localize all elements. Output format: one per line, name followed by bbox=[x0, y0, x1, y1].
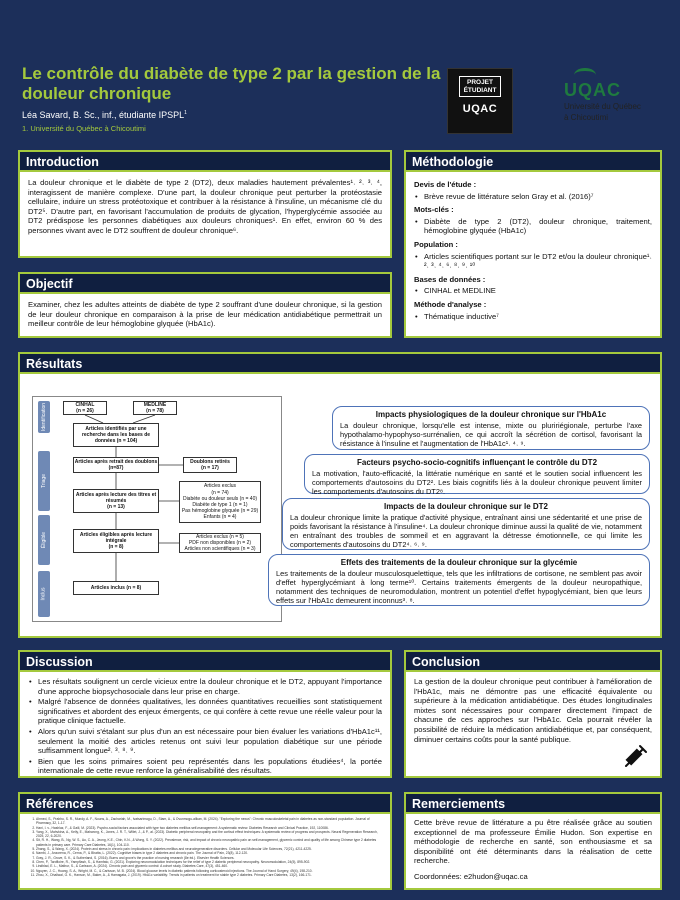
reference-item: 5. Zhang, S., & Wang, X. (2024). Protein and stress in chronic pain: implications in diabetes mellitus and neurodegenerative disorders. Cellular and Molecular Life Sciences, 72(21), 4211-4225. bbox=[36, 847, 382, 851]
mots-label: Mots-clés : bbox=[414, 205, 454, 215]
bases-label: Bases de données : bbox=[414, 274, 486, 284]
reference-item: 1. Ahmed, S., Prabhu, S. R., Mundy, A. F., Nouns, A., Zachariah, M., Ivatsarimagu, D., Stam, A., & Ovunmogu-alikan, M. (2024). "Exploring the nexus": Chronic musculoskeletal pain in diabetes as non-standard population. Journal of Pharmacy, 32, 1-17. bbox=[36, 817, 382, 826]
discussion-item: • Alors qu'un suivi s'étalant sur plus d'un an est nécessaire pour bien évaluer les variations d'HbA1c¹¹, seulement la moitié des articles retenus ont suivi leur population diabétique sur une période suffisamment longue²˒ ³˒ ⁸˒ ⁹. bbox=[28, 727, 382, 756]
flow-eligible: Articles éligibles après lecture intégrale (n = 8) bbox=[73, 529, 159, 553]
result-box-4-title: Effets des traitements de la douleur chronique sur la glycémie bbox=[340, 558, 578, 567]
result-box-2-text: La motivation, l'auto-efficacité, la littératie numérique en santé et le soutien social influencent les comportements d'autosoins du DT2². Les biais cognitifs liés à la douleur chronique peuvent limiter les comportements d'autosoins du DT2⁸. bbox=[312, 469, 642, 496]
discussion-item: • Les résultats soulignent un cercle vicieux entre la douleur chronique et le DT2, appuyant l'importance d'une approche biopsychosociale dans leur prise en charge. bbox=[28, 677, 382, 696]
methode-label: Méthode d'analyse : bbox=[414, 299, 487, 309]
result-box-4 bbox=[268, 554, 650, 606]
result-box-3-title: Impacts de la douleur chronique sur le DT2 bbox=[383, 502, 549, 511]
references-title: Références bbox=[20, 794, 390, 814]
flow-after-duplicates: Articles après retrait des doublons (n=87) bbox=[74, 458, 158, 471]
flow-identified: Articles identifiés par une recherche dans les bases de données (n = 104) bbox=[73, 423, 159, 447]
authors-sup: 1 bbox=[184, 110, 187, 116]
introduction-title: Introduction bbox=[20, 152, 390, 172]
remerciements-panel bbox=[404, 792, 662, 890]
population-item: • Articles scientifiques portant sur le DT2 et/ou la douleur chronique¹˒ ²˒ ³˒ ⁴˒ ⁶˒ ⁸˒ ⁹˒ ¹⁰ bbox=[414, 252, 652, 271]
result-box-3 bbox=[282, 498, 650, 550]
resultats-title: Résultats bbox=[20, 354, 660, 374]
introduction-panel bbox=[18, 150, 392, 258]
authors bbox=[22, 110, 187, 120]
syringe-icon bbox=[622, 742, 650, 770]
side-triage: Triage bbox=[38, 451, 50, 511]
poster-title: Le contrôle du diabète de type 2 par la gestion de la douleur chronique bbox=[22, 64, 441, 103]
methodologie-title: Méthodologie bbox=[406, 152, 660, 172]
result-box-1 bbox=[332, 406, 650, 450]
contact-text: Coordonnées: e2hudon@uqac.ca bbox=[414, 871, 528, 881]
resultats-panel bbox=[18, 352, 662, 638]
introduction-text: La douleur chronique et le diabète de type 2 (DT2), deux maladies hautement prévalentes¹˒ ²˒ ³˒ ⁴, interagissent de manière complexe. D'une part, la douleur chronique peut perturber la protéostasie cellulaire, induire un stress protéotoxique et contribuer à la résistance à l'insuline, un mécanisme clé du DT2⁵. D'autre part, en favorisant l'accumulation de produits de glycation, l'hyperglycémie associée au DT2 prédispose les personnes diabétiques aux douleurs chroniques¹. En effet, environ 60 % des personnes vivant avec le DT2 souffrent de douleur chronique⁶. bbox=[28, 178, 382, 235]
reference-item: 8. Chen, P., Tardfloire, R., Yampflash, S., & Hamfato, G. (2021). Exploring neuromodulation techniques for the relief of type 2 diabetic peripheral neuropathy. Neuromodulation, 24(5), 895-902. bbox=[36, 860, 382, 864]
reference-item: 7. Gray, J. R., Grove, S. K., & Sutherland, S. (2016). Burns and grove's the practice of nursing research (8e éd.). Elsevier Health Sciences. bbox=[36, 856, 382, 860]
discussion-title: Discussion bbox=[20, 652, 390, 672]
devis-label: Devis de l'étude : bbox=[414, 180, 477, 189]
uqac-sub1: Université du Québec bbox=[564, 102, 641, 111]
flow-included: Articles inclus (n = 8) bbox=[73, 581, 159, 595]
side-identification: Identification bbox=[38, 401, 50, 433]
reference-item: 10. Nguyen, J. C., Huang, S. A., Wright, M. C., & Carlsson, M. B. (2024). Blood glucose levels in diabetic patients following corticosteroid injections. The Journal of Hand Surgery, 49(4), 198-210. bbox=[36, 869, 382, 873]
discussion-item: • Bien que les soins primaires soient peu représentés dans les populations étudiées⁴, la portée internationale de cette revue renforce la généralisabilité des résultats. bbox=[28, 757, 382, 776]
objectif-panel bbox=[18, 272, 392, 338]
objectif-text: Examiner, chez les adultes atteints de diabète de type 2 souffrant d'une douleur chronique, si la gestion de leur douleur chronique en comparaison à la prise de leur médication antidiabétique permettrait un meilleur contrôle de leur hémoglobine glyquée (HbA1c). bbox=[28, 300, 382, 329]
reference-item: 6. Nambi, J., Anzorena, R., Cerna, P., & Bhatta, L. (2022). Cognitive biases in type 2 diabetes and chronic pain. The Journal of Pain, 23(8), 112-120. bbox=[36, 851, 382, 855]
logo-uqac-small: UQAC bbox=[462, 103, 498, 115]
uqac-arc-icon bbox=[574, 68, 596, 82]
result-box-4-text: Les traitements de la douleur musculosquelettique, tels que les infiltrations de cortisone, ne semblent pas avoir d'effet hyperglycémiant à long terme¹⁰. Certains traitements émergents de la douleur neuropathique, notamment des techniques de neuromodulation, montrent un potentiel d'effet hypoglycémiant, bien que leurs effets sur l'HbA1c demeurent inconnus³˒ ⁸. bbox=[276, 569, 642, 605]
devis-item: • Brève revue de littérature selon Gray et al. (2016)⁷ bbox=[414, 192, 652, 202]
references-panel bbox=[18, 792, 392, 890]
remerciements-title: Remerciements bbox=[406, 794, 660, 814]
flow-after-reading: Articles après lecture des titres et résumés (n = 13) bbox=[73, 489, 159, 513]
mots-item: • Diabète de type 2 (DT2), douleur chronique, traitement, hémoglobine glyquée (HbA1c) bbox=[414, 217, 652, 236]
side-eligible: Éligible bbox=[38, 515, 50, 565]
flow-arrows bbox=[33, 397, 283, 623]
result-box-2 bbox=[304, 454, 650, 494]
reference-item: 9. Lindblad, E. L., Mathur, S., & Carlsson, A. (2024). Chronic pain and glycemic control: A cohort study. Diabetes Care, 47(3), 451-460. bbox=[36, 864, 382, 868]
result-box-1-title: Impacts physiologiques de la douleur chronique sur l'HbA1c bbox=[375, 410, 607, 419]
uqac-logo bbox=[564, 80, 654, 123]
bases-item: • CINHAL et MEDLINE bbox=[414, 286, 652, 296]
prisma-flow-diagram bbox=[32, 396, 282, 622]
flow-duplicates-removed: Doublons retirés (n = 17) bbox=[183, 457, 237, 473]
uqac-name: UQAC bbox=[564, 80, 621, 100]
conclusion-text: La gestion de la douleur chronique peut contribuer à l'amélioration de l'HbA1c, mais ne démontre pas une efficacité équivalente ou supérieure à la médication antidiabétique. Des études longitudinales mixtes sont nécessaires pour comparer directement l'impact de chacune de ces approches sur l'HbA1c. Cela pourrait révéler la possibilité de réduire la médication antidiabétique et, par conséquent, diminuer certains coûts pour la santé publique. bbox=[414, 677, 652, 744]
result-box-2-title: Facteurs psycho-socio-cognitifs influençant le contrôle du DT2 bbox=[356, 458, 598, 467]
conclusion-title: Conclusion bbox=[406, 652, 660, 672]
discussion-item: • Malgré l'absence de données qualitatives, les données quantitatives recueillies sont statistiquement significatives et abordent des enjeux émergents, ce qui confère à cette revue une réelle valeur pour la pratique clinique factuelle. bbox=[28, 697, 382, 726]
reference-item: 4. Sit, R. H., Wang, B., Ng, W. S., Au, C. A., Jeong, K.E., Chin, K.N., & Wong, S. Y. (2022). Prevalence, risk, and impact of chronic neuropathic pain on self-management, glycemic control and quality of life among Chinese type 2 diabetes patients in primary care. Primary Care Diabetes, 16(1), 104-110. bbox=[36, 838, 382, 847]
projet-label: PROJET ÉTUDIANT bbox=[459, 76, 501, 97]
uqac-sub2: à Chicoutimi bbox=[564, 113, 609, 122]
reference-item: 11. Zhou, X., Dhaliwal, G. K., Hanson, M., Baker, A., & Hamagata, J. (2019). HbA1c variability: Trends in patients on treatment for stable type 2 diabetes. Primary Care Diabetes, 13(2), 166-171. bbox=[36, 873, 382, 877]
flow-excluded: Articles exclus (n = 74) Diabète ou douleur seuls (n = 40) Diabète de type 1 (n = 1) Pas hémoglobine glyquée (n = 29) Enfants (n = 4) bbox=[179, 481, 261, 523]
methodologie-panel bbox=[404, 150, 662, 338]
authors-text: Léa Savard, B. Sc., inf., étudiante IPSPL bbox=[22, 110, 185, 120]
flow-excluded-2: Articles exclus (n = 5) PDF non disponibles (n = 2) Articles non scientifiques (n = 3) bbox=[179, 533, 261, 553]
result-box-1-text: La douleur chronique, lorsqu'elle est intense, mixte ou pluririégionale, perturbe l'axe hypothalamo-hypophyso-surrénalien, ce qui accroît la sécrétion de cortisol, favorisant la résistance à l'insuline et l'augmentation de l'HbA1c¹˒ ⁴˒ ⁹. bbox=[340, 421, 642, 448]
flow-cinhal: CINHAL (n = 26) bbox=[63, 401, 107, 415]
side-inclus: Inclus bbox=[38, 571, 50, 617]
conclusion-panel bbox=[404, 650, 662, 778]
remerciements-text: Cette brève revue de littérature a pu être réalisée grâce au soutien exceptionnel de ma professeure Émilie Hudon. Son expertise en méthodologie de recherche en santé, son enthousiasme et sa disponibilité ont été déterminants dans la réalisation de cette recherche. bbox=[414, 818, 652, 866]
result-box-3-text: La douleur chronique limite la pratique d'activité physique, entraînant ainsi une sédentarité et une prise de poids favorisant la résistance à l'insuline⁴. La douleur chronique diminue aussi la qualité de vie, notamment en entraînant des troubles de sommeil et en aggravant la détresse émotionnelle, ce qui limite les comportements d'autosoins du DT2⁴˒ ⁶˒ ⁹. bbox=[290, 513, 642, 549]
reference-item: 2. Hani, I. v., Hashlaz, F., & Gaili, M. (2023). Psycho-social factors associated with type two diabetes mellitus self-management: A systematic review. Diabetes Research and Clinical Practice, 192, 110086. bbox=[36, 826, 382, 830]
objectif-title: Objectif bbox=[20, 274, 390, 294]
projet-etudiant-logo bbox=[447, 68, 513, 134]
reference-item: 3. Yang, X., Mahvkina, A., Kelly, E., Mahwong, K., Jones, J. R. T., Willet, J., & P., al. (2023). Diabetic peripheral neuropathy and the cortisol effect techniques: A systematic review of progress and prospects. Neural Regeneration Research, 2025, 22, 6-2020. bbox=[36, 830, 382, 839]
affiliation: 1. Université du Québec à Chicoutimi bbox=[22, 124, 146, 133]
population-label: Population : bbox=[414, 239, 458, 249]
methode-item: • Thématique inductive⁷ bbox=[414, 312, 652, 322]
discussion-panel bbox=[18, 650, 392, 778]
flow-medline: MEDLINE (n = 78) bbox=[133, 401, 177, 415]
